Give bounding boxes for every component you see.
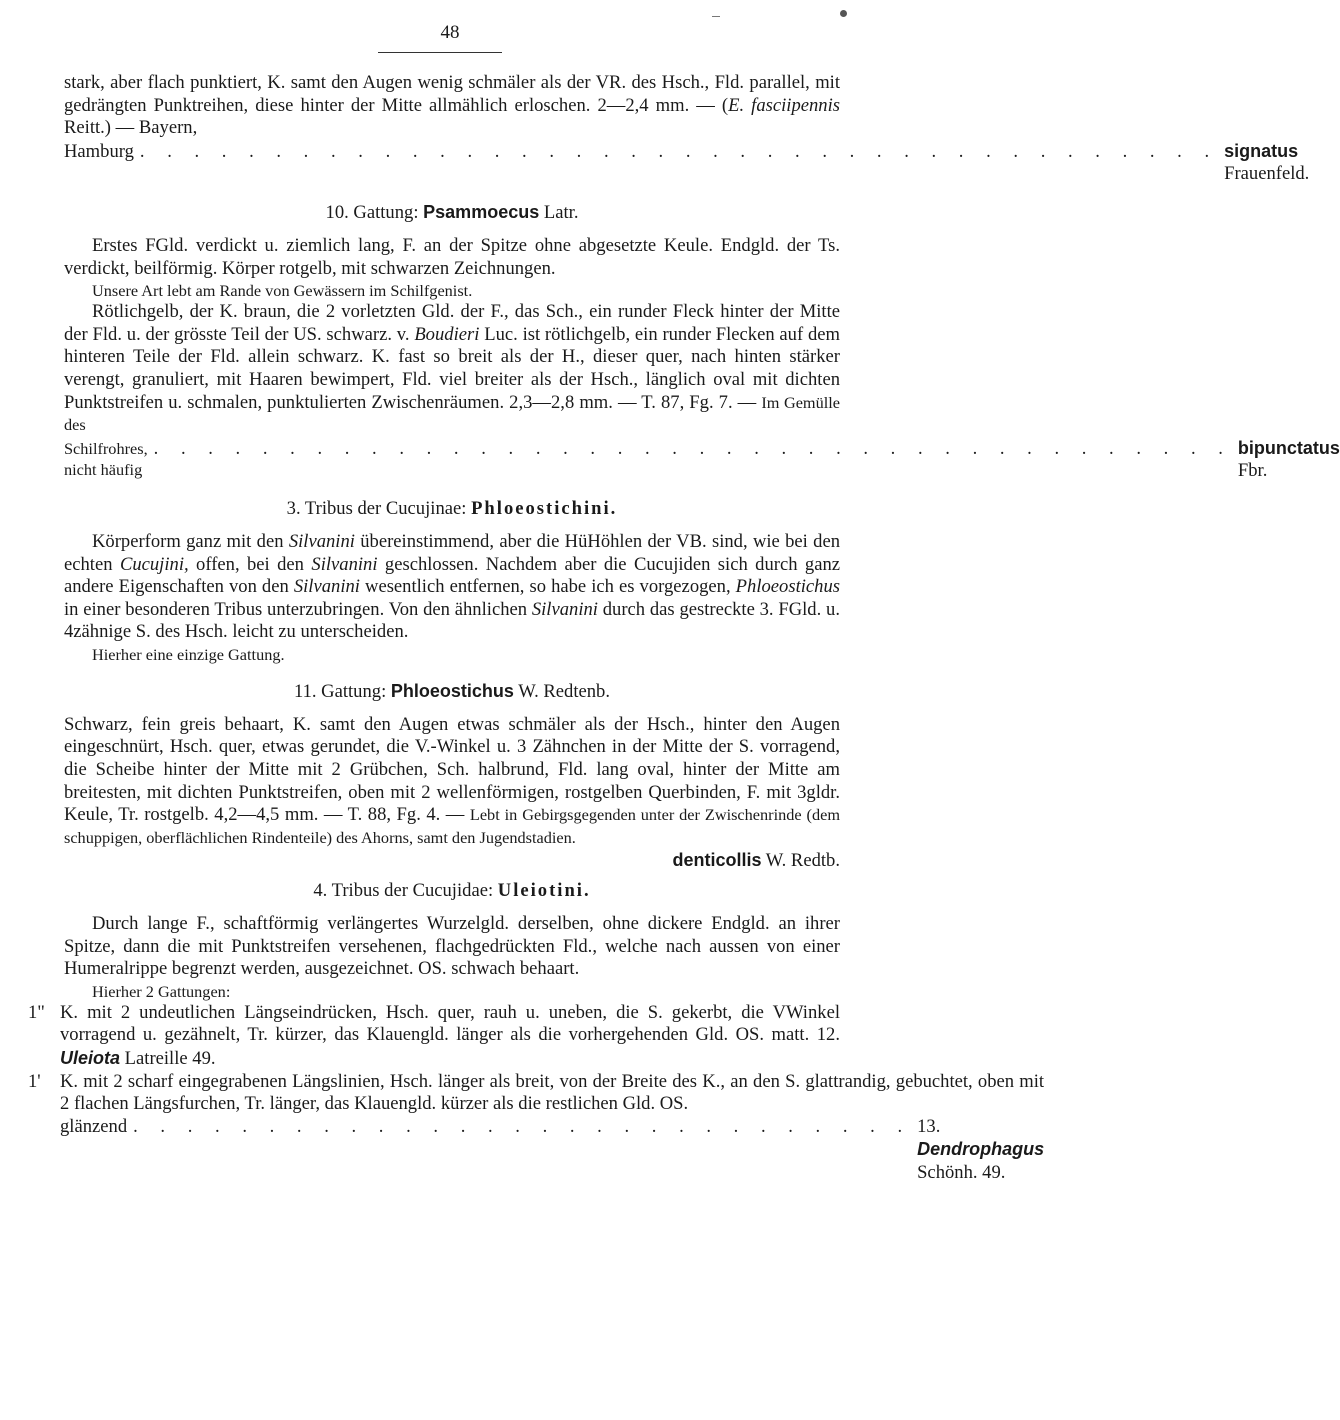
species-line-signatus: Hamburg . . . . . . . . . . . . . . . . . . . . . . . . . . . . . . . . . . . . . . . . signatus Frauenfeld. — [64, 140, 1310, 185]
habitat-note: Unsere Art lebt am Rande von Gewässern im Schilfgenist. — [92, 281, 473, 301]
dot-leader: . . . . . . . . . . . . . . . . . . . . . . . . . . . . . . . . . . . . . . . . — [139, 140, 1219, 162]
paragraph-bipunctatus: Rötlichgelb, der K. braun, die 2 vorletzten Gld. der F., das Sch., ein runder Fleck hinter der Mitte der Fld. u. der grösste Teil der US. schwarz. v. Boudieri Luc. ist rötlichgelb, ein runder Flecken auf dem hinteren Teile der Fld. allein schwarz. K. fast so breit als der H., dieser quer, nach hinten stärker verengt, granuliert, mit Haaren bewimpert, Fld. viel breiter als der Hsch., länglich oval mit dichten Punktstreifen u. schmalen, punktulierten Zwischenräumen. 2,3—2,8 mm. — T. 87, Fg. 7. — Im Gemülle des — [64, 301, 841, 435]
synonym: E. fasciipennis — [728, 94, 841, 116]
paragraph-signatus: stark, aber flach punktiert, K. samt den Augen wenig schmäler als der VR. des Hsch., Fld. parallel, mit gedrängten Punktreihen, diese hinter der Mitte allmählich erloschen. 2—2,4 mm. — (E. fasciipennis Reitt.) — Bayern, — [64, 72, 841, 139]
key-entry: 1" K. mit 2 undeutlichen Längseindrücken, Hsch. quer, rauh u. uneben, die S. gekerbt, die VWinkel vorragend u. gezähnelt, Tr. kürzer, das Klauengld. länger als die vorhergehenden Gld. OS. matt. 12. Uleiota Latreille 49. — [28, 1001, 840, 1069]
tribus-name: Uleiotini. — [497, 880, 591, 902]
species-line-bipunctatus: Schilfrohres, nicht häufig . . . . . . . . . . . . . . . . . . . . . . . . . . . . . . . . . . . . . . . . bipunctatus Fbr. — [64, 437, 1340, 482]
tribus-heading-3: 3. Tribus der Cucujinae: Phloeostichini. — [286, 497, 618, 519]
species-author: Frauenfeld. — [1224, 163, 1310, 185]
genus-name: Uleiota — [60, 1048, 121, 1068]
species-name: bipunctatus — [1237, 437, 1340, 458]
scan-mark — [712, 16, 720, 17]
page-body — [28, 72, 1340, 1185]
variety-name: Boudieri — [414, 323, 480, 345]
key-final-line: glänzend . . . . . . . . . . . . . . . . . . . . . . . . . . . . . 13. Dendrophagus Schönh. 49. — [60, 1115, 1045, 1183]
species-name: signatus — [1224, 140, 1299, 161]
page-number: 48 — [440, 22, 460, 43]
genus-name: Phloeostichus — [390, 680, 514, 701]
tribus-description: Körperform ganz mit den Silvanini übereinstimmend, aber die HüHöhlen der VB. sind, wie bei den echten Cucujini, offen, bei den Silvanini geschlossen. Nachdem aber die Cucujiden sich durch ganz andere Eigenschaften von den Silvanini wesentlich entfernen, so habe ich es vorgezogen, Phloeostichus in einer besonderen Tribus unterzubringen. Von den ähnlichen Silvanini durch das gestreckte 3. FGld. u. 4zähnige S. des Hsch. leicht zu unterscheiden. — [64, 530, 841, 643]
species-line-denticollis — [64, 849, 840, 873]
tribus-heading-4: 4. Tribus der Cucujidae: Uleiotini. — [313, 880, 591, 902]
species-author: Fbr. — [1237, 460, 1268, 482]
genus-count-note: Hierher eine einzige Gattung. — [92, 644, 285, 664]
header-rule — [378, 52, 502, 53]
key-number: 1' — [28, 1070, 41, 1092]
genus-heading-10: 10. Gattung: Psammoecus Latr. — [325, 201, 579, 223]
scan-speck — [840, 10, 847, 17]
genus-heading-11: 11. Gattung: Phloeostichus W. Redtenb. — [293, 680, 611, 702]
tribus-description: Durch lange F., schaftförmig verlängertes Wurzelgld. derselben, ohne dickere Endgld. an ihrer Spitze, dann die mit Punktstreifen versehenen, flachgedrückten Fld., welche nach aussen von einer Humeralrippe begrenzt werden, ausgezeichnet. OS. schwach behaart. — [64, 913, 840, 980]
genus-name: Psammoecus — [423, 201, 540, 222]
key-number: 1" — [28, 1001, 45, 1023]
genus-description: Erstes FGld. verdickt u. ziemlich lang, F. an der Spitze ohne abgesetzte Keule. Endgld. der Ts. verdickt, beilförmig. Körper rotgelb, mit schwarzen Zeichnungen. — [64, 234, 840, 279]
paragraph-denticollis: Schwarz, fein greis behaart, K. samt den Augen etwas schmäler als der Hsch., hinter den Augen eingeschnürt, Hsch. quer, etwas gerundet, die V.-Winkel u. 3 Zähnchen in der Mitte der S. vorragend, die Scheibe hinter der Mitte mit 2 Grübchen, Sch. halbrund, Fld. lang oval, hinter der Mitte am breitesten, mit dichten Punktstreifen, oben mit 2 wellenförmigen, rostgelben Querbinden, F. mit 3gldr. Keule, Tr. rostgelb. 4,2—4,5 mm. — T. 88, Fg. 4. — Lebt in Gebirgsgegenden unter der Zwischenrinde (dem schuppigen, oberflächlichen Rindenteile) des Ahorns, samt den Jugendstadien. — [64, 713, 840, 847]
species-author: W. Redtb. — [765, 850, 840, 872]
species-name: denticollis — [672, 850, 762, 871]
genus-count-note: Hierher 2 Gattungen: — [92, 981, 231, 1001]
tribus-name: Phloeostichini. — [471, 497, 618, 519]
key-entry: 1' K. mit 2 scharf eingegrabenen Längslinien, Hsch. länger als breit, von der Breite des K., an den S. glattrandig, gebuchtet, oben mit 2 flachen Längsfurchen, Tr. länger, das Klauengld. kürzer als die restlichen Gld. OS. glänzend . . . . . . . . . . . . . . . . . . . . . . . . . . . . . 13. Dendrophagus Schönh. 49. — [28, 1070, 1045, 1183]
dot-leader: . . . . . . . . . . . . . . . . . . . . . . . . . . . . . — [133, 1115, 912, 1137]
genus-name: Dendrophagus — [917, 1139, 1045, 1160]
dot-leader: . . . . . . . . . . . . . . . . . . . . . . . . . . . . . . . . . . . . . . . . — [153, 437, 1232, 459]
